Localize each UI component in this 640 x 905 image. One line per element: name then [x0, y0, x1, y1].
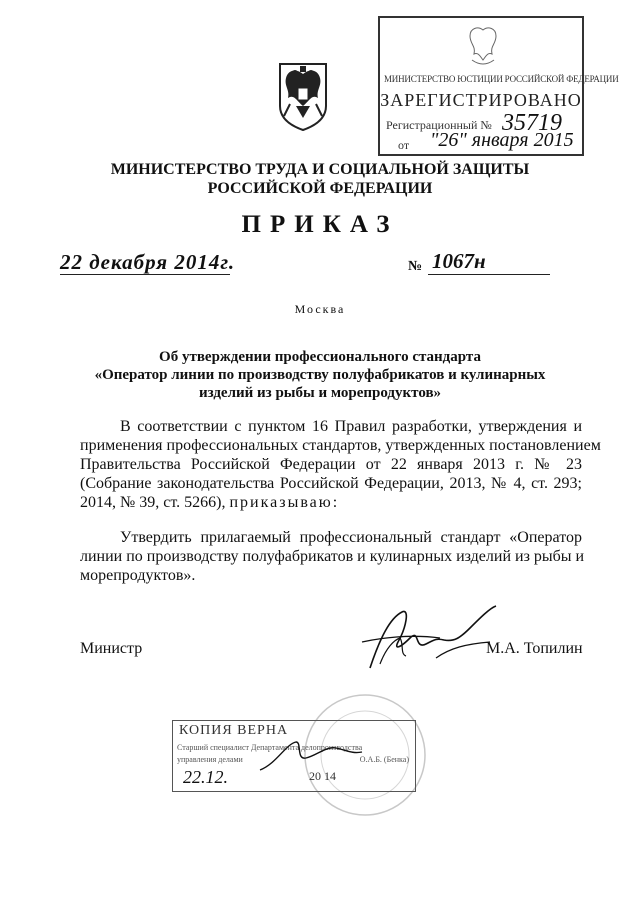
copy-stamp-signature-icon [256, 734, 366, 778]
registration-stamp [378, 16, 619, 156]
body-paragraph1-line5 [80, 493, 339, 512]
body-paragraph2-line2: линии по производству полуфабрикатов и кулинарных изделий из рыбы и [80, 548, 585, 565]
ministry-round-seal-icon [462, 24, 504, 68]
subject-line2: «Оператор линии по производству полуфабрикатов и кулинарных [94, 367, 546, 383]
registration-date: "26" января 2015 [430, 129, 574, 151]
copy-stamp-initials: О.А.Б. (Бенка) [359, 755, 409, 764]
order-number-underline [428, 274, 550, 275]
order-date: 22 декабря 2014г. [60, 250, 236, 274]
copy-stamp-position: Старший специалист Департамента делопроизводства [177, 743, 363, 752]
order-date-underline [60, 274, 230, 275]
body-paragraph1-line4: (Собрание законодательства Российской Федерации, 2013, № 4, ст. 293; [80, 475, 582, 492]
ministry-name-line2: РОССИЙСКОЙ ФЕДЕРАЦИИ [207, 180, 433, 197]
body-paragraph1-line5-text: 2014, № 39, ст. 5266), [80, 494, 226, 511]
registration-number: 35719 [502, 110, 562, 136]
body-paragraph2-line3: морепродуктов». [80, 567, 196, 584]
handwritten-signature-icon [340, 598, 500, 678]
document-type-title: ПРИКАЗ [241, 211, 399, 238]
order-verb: приказываю: [229, 494, 340, 511]
double-headed-eagle-emblem-icon [276, 60, 330, 132]
body-paragraph1-line3: Правительства Российской Федерации от 22 января 2013 г. № 23 [80, 456, 582, 473]
signatory-position: Министр [80, 640, 143, 657]
registration-status: ЗАРЕГИСТРИРОВАНО [380, 90, 582, 110]
order-number-sign: № [408, 259, 423, 274]
registration-number-label: Регистрационный № [386, 118, 492, 132]
copy-stamp-date: 22.12. [183, 767, 228, 787]
signatory-name: М.А. Топилин [486, 640, 583, 657]
subject-line3: изделий из рыбы и морепродуктов» [198, 385, 442, 401]
subject-line1: Об утверждении профессионального стандарта [159, 349, 481, 365]
copy-stamp-title: КОПИЯ ВЕРНА [179, 723, 289, 738]
registration-date-prefix: от [398, 138, 410, 152]
body-paragraph1-line1: В соответствии с пунктом 16 Правил разработки, утверждения и [120, 418, 582, 435]
body-paragraph1-line2: применения профессиональных стандартов, утвержденных постановлением [80, 437, 601, 454]
registration-ministry: МИНИСТЕРСТВО ЮСТИЦИИ РОССИЙСКОЙ ФЕДЕРАЦИИ [384, 74, 619, 84]
copy-stamp-year: 20 14 [309, 769, 336, 783]
order-number: 1067н [432, 249, 486, 273]
copy-stamp-department: управления делами [177, 755, 243, 764]
ministry-name-line1: МИНИСТЕРСТВО ТРУДА И СОЦИАЛЬНОЙ ЗАЩИТЫ [110, 161, 530, 178]
body-paragraph2-line1: Утвердить прилагаемый профессиональный стандарт «Оператор [120, 529, 582, 546]
order-city: Москва [294, 302, 346, 316]
